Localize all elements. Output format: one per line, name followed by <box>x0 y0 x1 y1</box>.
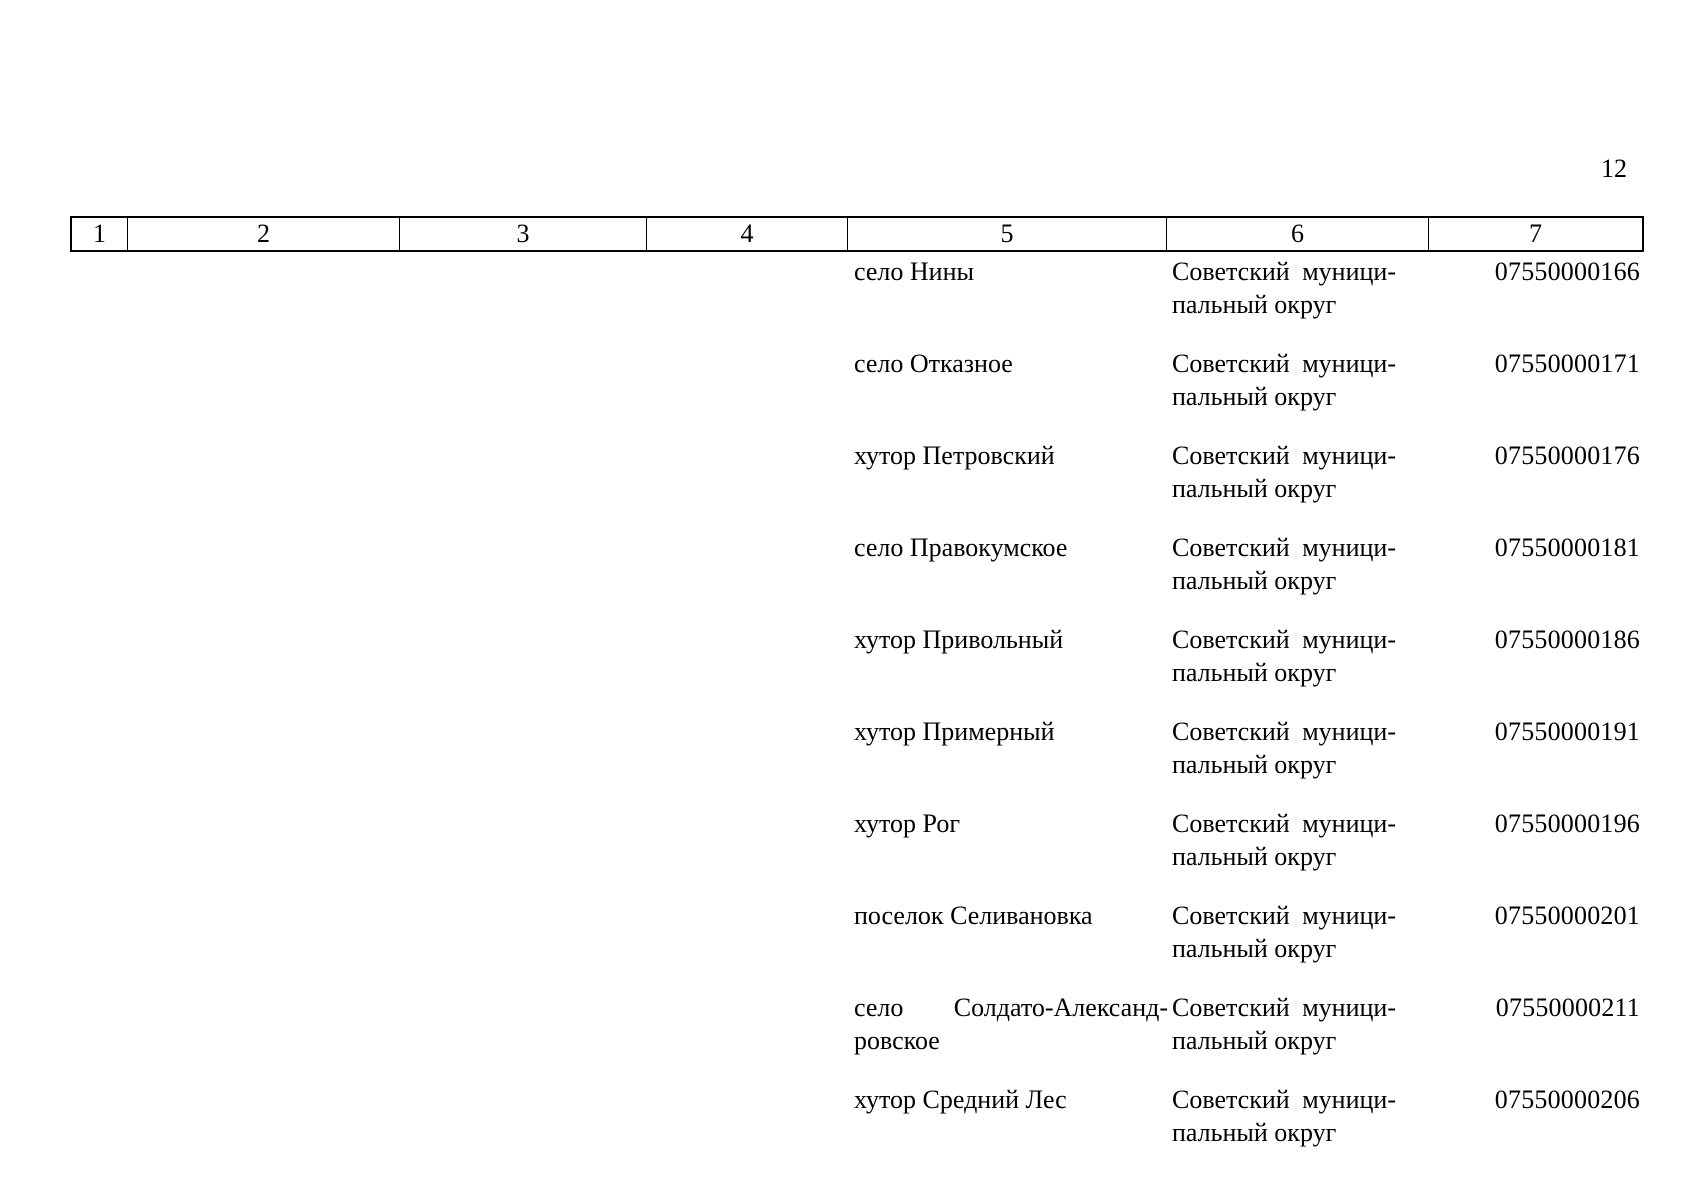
table-row <box>852 531 1644 623</box>
table-row <box>852 439 1644 531</box>
table-column-header <box>70 216 1644 252</box>
table-row <box>852 807 1644 899</box>
municipal-district: Советский муници-пальный округ <box>1172 533 1396 595</box>
column-number-3: 3 <box>400 218 647 250</box>
municipal-district: Советский муници-пальный округ <box>1172 441 1396 503</box>
settlement-name: село Солдато-Александ-ровское <box>854 993 1168 1055</box>
settlement-name: село Нины <box>854 257 974 286</box>
oktmo-code: 07550000186 <box>1494 625 1640 654</box>
settlement-name: поселок Селивановка <box>854 901 1093 930</box>
column-number-2: 2 <box>128 218 400 250</box>
column-number-7: 7 <box>1529 219 1542 248</box>
oktmo-code: 07550000181 <box>1494 533 1640 562</box>
page-number: 12 <box>1601 154 1627 183</box>
oktmo-code: 07550000176 <box>1494 441 1640 470</box>
column-number-1: 1 <box>72 218 128 250</box>
settlement-name: хутор Петровский <box>854 441 1055 470</box>
table-row <box>852 623 1644 715</box>
municipal-district: Советский муници-пальный округ <box>1172 901 1396 963</box>
oktmo-code: 07550000196 <box>1494 809 1640 838</box>
settlement-name: хутор Средний Лес <box>854 1085 1067 1114</box>
column-number-4: 4 <box>647 218 848 250</box>
municipal-district: Советский муници-пальный округ <box>1172 809 1396 871</box>
municipal-district: Советский муници-пальный округ <box>1172 257 1396 319</box>
settlement-name: хутор Рог <box>854 809 961 838</box>
table-row <box>852 715 1644 807</box>
table-body <box>852 255 1644 1175</box>
table-row <box>852 991 1644 1083</box>
table-row <box>852 255 1644 347</box>
table-row <box>852 899 1644 991</box>
municipal-district: Советский муници-пальный округ <box>1172 1085 1396 1147</box>
settlement-name: хутор Примерный <box>854 717 1055 746</box>
table-row <box>852 1083 1644 1175</box>
column-number-6: 6 <box>1167 218 1429 250</box>
oktmo-code: 07550000201 <box>1494 901 1640 930</box>
municipal-district: Советский муници-пальный округ <box>1172 717 1396 779</box>
settlement-name: хутор Привольный <box>854 625 1064 654</box>
settlement-name: село Отказное <box>854 349 1013 378</box>
municipal-district: Советский муници-пальный округ <box>1172 349 1396 411</box>
oktmo-code: 07550000171 <box>1494 349 1640 378</box>
oktmo-code: 07550000166 <box>1494 257 1640 286</box>
column-number-5: 5 <box>848 218 1167 250</box>
municipal-district: Советский муници-пальный округ <box>1172 993 1396 1055</box>
settlement-name: село Правокумское <box>854 533 1068 562</box>
oktmo-code: 07550000191 <box>1494 717 1640 746</box>
municipal-district: Советский муници-пальный округ <box>1172 625 1396 687</box>
oktmo-code: 07550000206 <box>1494 1085 1640 1114</box>
oktmo-code: 07550000211 <box>1495 993 1640 1022</box>
table-row <box>852 347 1644 439</box>
